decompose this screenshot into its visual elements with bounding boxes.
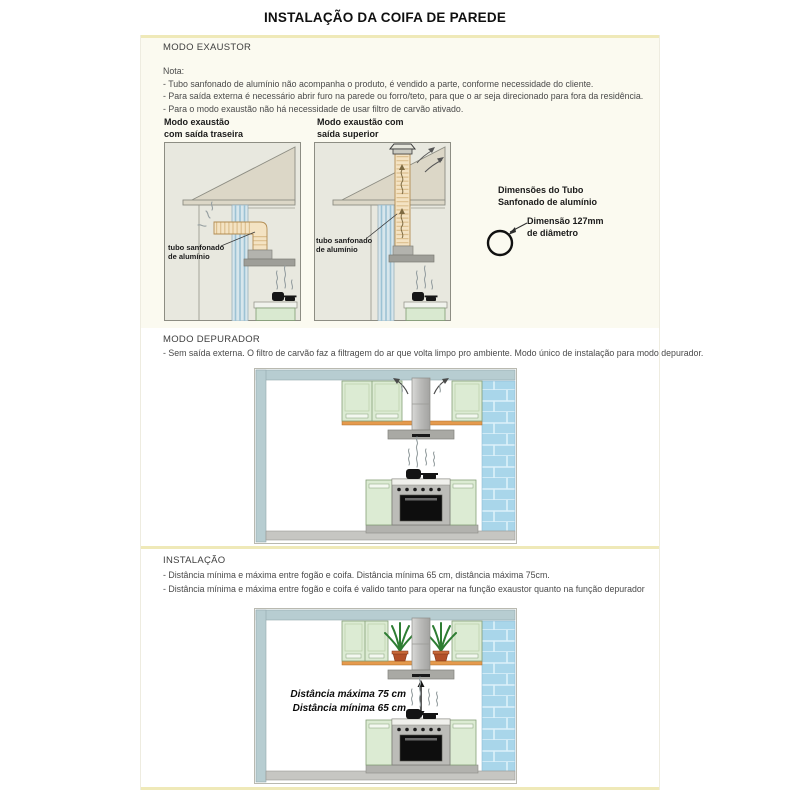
top-exit-illustration — [314, 142, 451, 321]
duct-label: tubo sanfonado — [168, 243, 225, 252]
tube-diameter-label: Dimensão 127mm de diâmetro — [527, 216, 604, 238]
hood-canopy — [388, 430, 454, 439]
brick-wall — [482, 381, 515, 531]
duct-label: de alumínio — [168, 252, 210, 261]
cabinet-handle — [369, 724, 389, 728]
caption-top-exit: Modo exaustão com saída superior — [317, 117, 404, 139]
cabinet-handle — [453, 724, 473, 728]
divider-bottom — [141, 787, 659, 790]
note-line: - Distância mínima e máxima entre fogão e coifa é valido tanto para operar na função exaustor quanto na função depurador — [163, 583, 645, 594]
hood-chimney — [412, 618, 430, 670]
upper-cabinet-right — [452, 381, 482, 421]
cabinet-handle — [376, 414, 398, 418]
note-line: - Distância mínima e máxima entre fogão e coifa. Distância mínima 65 cm, distância máxima 75cm. — [163, 570, 550, 580]
section-heading-depurador: MODO DEPURADOR — [163, 334, 261, 345]
rear-exit-illustration — [164, 142, 301, 321]
oven-handle — [405, 498, 437, 501]
duct-label: tubo sanfonado — [316, 236, 373, 245]
depurador-note: - Sem saída externa. O filtro de carvão faz a filtragem do ar que volta limpo pro ambiente. Modo único de instalação para modo depurador. — [163, 348, 704, 358]
pot — [406, 469, 421, 479]
pot — [272, 292, 284, 301]
pot — [406, 709, 421, 719]
kitchen-illustration-depurador — [254, 368, 517, 544]
plinth — [366, 765, 478, 773]
note-line: - Tubo sanfonado de alumínio não acompanha o produto, é vendido a parte, conforme necessidade do cliente. — [163, 78, 594, 89]
ceiling — [256, 370, 515, 380]
cabinet-handle — [369, 484, 389, 488]
nota-label: Nota: — [163, 66, 185, 76]
kitchen-illustration-instalacao — [254, 608, 517, 784]
oven-handle — [405, 738, 437, 741]
upper-cabinet-right — [452, 621, 482, 661]
distance-min-label: Distância mínima 65 cm — [292, 703, 406, 714]
section-heading-instalacao: INSTALAÇÃO — [163, 555, 226, 566]
cabinet-handle — [456, 654, 478, 658]
hood-control — [412, 674, 430, 677]
section-heading-exaustor: MODO EXAUSTOR — [163, 42, 252, 53]
cabinet-handle — [346, 654, 361, 658]
hood-chimney — [412, 378, 430, 430]
pointer-arrowhead — [508, 227, 516, 235]
note-line: - Para o modo exaustão não há necessidade de usar filtro de carvão ativado. — [163, 103, 464, 114]
tube-dimensions-heading: Dimensões do Tubo Sanfonado de alumínio — [498, 185, 598, 207]
duct-cap — [390, 144, 415, 154]
divider-middle — [141, 546, 659, 549]
upper-cabinets-left — [342, 381, 402, 421]
left-wall — [256, 370, 266, 542]
upper-cabinets-left — [342, 621, 388, 661]
instalacao-notes — [163, 569, 645, 596]
content-panel — [140, 35, 704, 790]
exaustor-notes — [163, 65, 643, 115]
caption-rear-exit: Modo exaustão com saída traseira — [164, 117, 244, 139]
cabinet-handle — [456, 414, 478, 418]
note-line: - Para saída externa é necessário abrir furo na parede ou forro/teto, para que o ar seja direcionado para fora da residência. — [163, 91, 644, 102]
ceiling — [256, 610, 515, 620]
pot — [412, 292, 424, 301]
distance-max-label: Distância máxima 75 cm — [290, 689, 406, 700]
cabinet-handle — [453, 484, 473, 488]
plinth — [366, 525, 478, 533]
hood-control — [412, 434, 430, 437]
cabinet-handle — [346, 414, 368, 418]
duct-label: de alumínio — [316, 245, 358, 254]
page-title: INSTALAÇÃO DA COIFA DE PAREDE — [263, 10, 507, 25]
left-wall — [256, 610, 266, 782]
brick-wall — [482, 621, 515, 771]
hood-canopy — [388, 670, 454, 679]
cabinet-handle — [369, 654, 384, 658]
